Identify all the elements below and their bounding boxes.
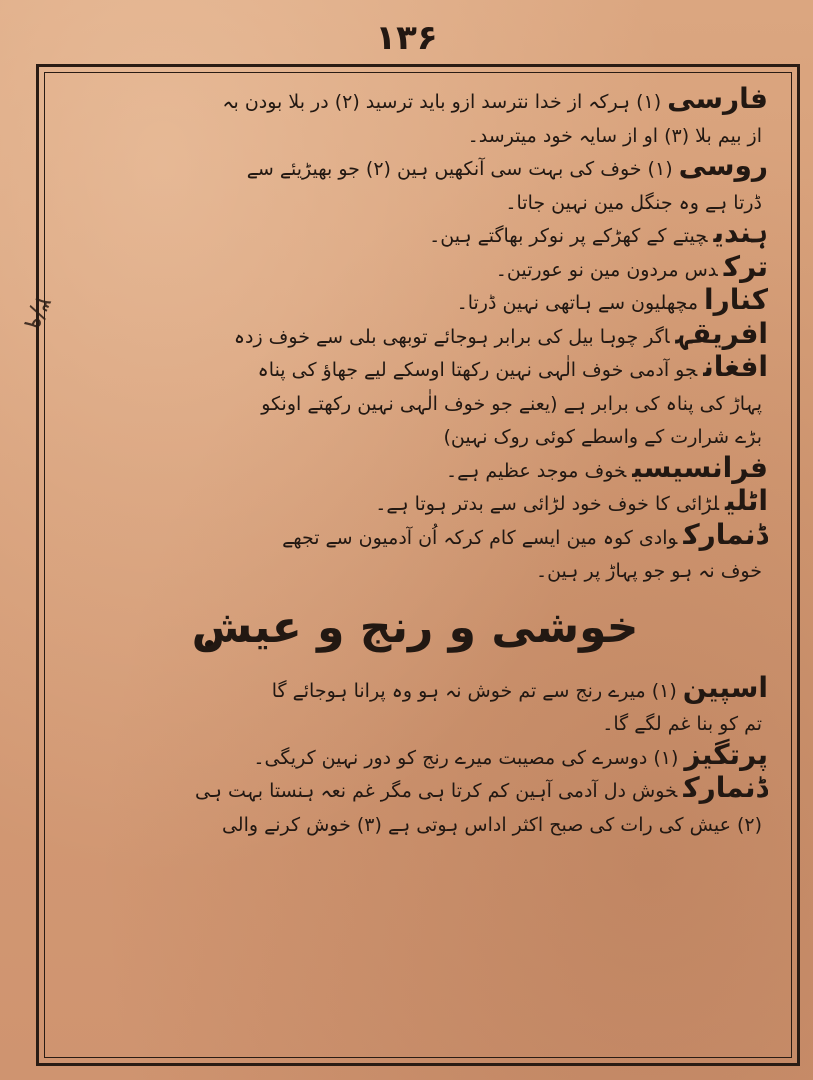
country-label: ڈنمارک — [683, 771, 768, 804]
proverb-line — [62, 805, 768, 839]
country-label: افریقہ — [675, 316, 768, 350]
page-text-block — [62, 82, 768, 1054]
proverb-line — [62, 738, 768, 772]
proverb-text: (۱) دوسرے کی مصیبت میرے رنج کو دور نہین کریگی۔ — [253, 746, 679, 769]
proverb-text: (۲) عیش کی رات کی صبح اکثر اداس ہوتی ہے (۳) خوش کرنے والی — [221, 813, 762, 836]
country-label: روسی — [678, 149, 768, 182]
country-label: فارسی — [667, 82, 768, 115]
proverb-line — [62, 551, 768, 585]
proverb-line — [62, 451, 768, 485]
country-label: کنارا — [704, 283, 768, 316]
proverb-line — [62, 518, 768, 552]
proverb-text: از بیم بلا (۳) او از سایہ خود میترسد۔ — [467, 124, 762, 147]
proverb-text: اگر چوہا بیل کی برابر ہوجائے توبھی بلی سے خوف زدہ — [233, 325, 670, 348]
proverb-text: مچھلیون سے ہاتھی نہین ڈرتا۔ — [456, 292, 699, 314]
proverb-line — [62, 704, 768, 738]
proverb-line — [62, 417, 768, 451]
proverb-text: پہاڑ کی پناہ کی برابر ہے (یعنے جو خوف الٰہی نہین رکھتے اونکو — [261, 392, 762, 415]
country-label: ڈنمارک — [683, 517, 768, 551]
proverb-line — [62, 384, 768, 418]
proverb-line — [62, 671, 768, 705]
proverb-line — [62, 183, 768, 217]
proverb-text: خوف موجد عظیم ہے۔ — [445, 459, 627, 482]
proverb-line — [62, 250, 768, 284]
country-label: ترک — [723, 249, 768, 283]
page-number: ۱۳۶ — [375, 18, 438, 58]
margin-handwritten-note: ۳/۹ — [18, 291, 58, 335]
proverb-line — [62, 116, 768, 150]
proverb-text: تم کو بنا غم لگے گا۔ — [602, 713, 762, 735]
proverb-text: وادی کوہ مین ایسے کام کرکہ اُن آدمیون سے تجھے — [282, 526, 678, 549]
country-label: پرتگیز — [684, 737, 768, 771]
proverb-text: دس مردون مین نو عورتین۔ — [495, 258, 718, 281]
proverb-text: ڈرتا ہے وہ جنگل مین نہین جاتا۔ — [505, 191, 762, 214]
proverb-text: (۱) ہرکہ از خدا نترسد ازو باید ترسید (۲) در بلا بودن بہ — [222, 91, 662, 113]
proverb-text: جو آدمی خوف الٰہی نہین رکھتا اوسکے لیے جھاؤ کی پناہ — [257, 359, 698, 381]
proverb-line — [62, 149, 768, 183]
country-label: افغان — [703, 350, 768, 383]
proverb-text: خوف نہ ہو جو پہاڑ پر ہین۔ — [535, 560, 762, 582]
proverb-line — [62, 82, 768, 116]
proverb-text: بڑے شرارت کے واسطے کوئی روک نہین) — [443, 426, 762, 448]
proverb-line — [62, 771, 768, 805]
proverb-line — [62, 283, 768, 317]
country-label: اٹلی — [725, 484, 768, 517]
section-heading: خوشی و رنج و عیش — [191, 601, 639, 653]
proverb-text: چیتے کے کھڑکے پر نوکر بھاگتے ہین۔ — [429, 225, 708, 247]
proverb-text: (۱) خوف کی بہت سی آنکھیں ہین (۲) جو بھیڑیئے سے — [246, 158, 673, 180]
proverb-text: (۱) میرے رنج سے تم خوش نہ ہو وہ پرانا ہوجائے گا — [271, 679, 677, 702]
country-label: ہندی — [713, 216, 768, 249]
country-label: اسپین — [682, 670, 768, 704]
proverb-text: خوش دل آدمی آہین کم کرتا ہی مگر غم نعہ ہنستا بہت ہی — [194, 780, 678, 802]
proverb-text: لڑائی کا خوف خود لڑائی سے بدتر ہوتا ہے۔ — [375, 493, 720, 515]
proverb-line — [62, 317, 768, 351]
country-label: فرانسیسی — [632, 450, 768, 484]
proverb-line — [62, 350, 768, 384]
proverb-line — [62, 484, 768, 518]
proverb-line — [62, 216, 768, 250]
